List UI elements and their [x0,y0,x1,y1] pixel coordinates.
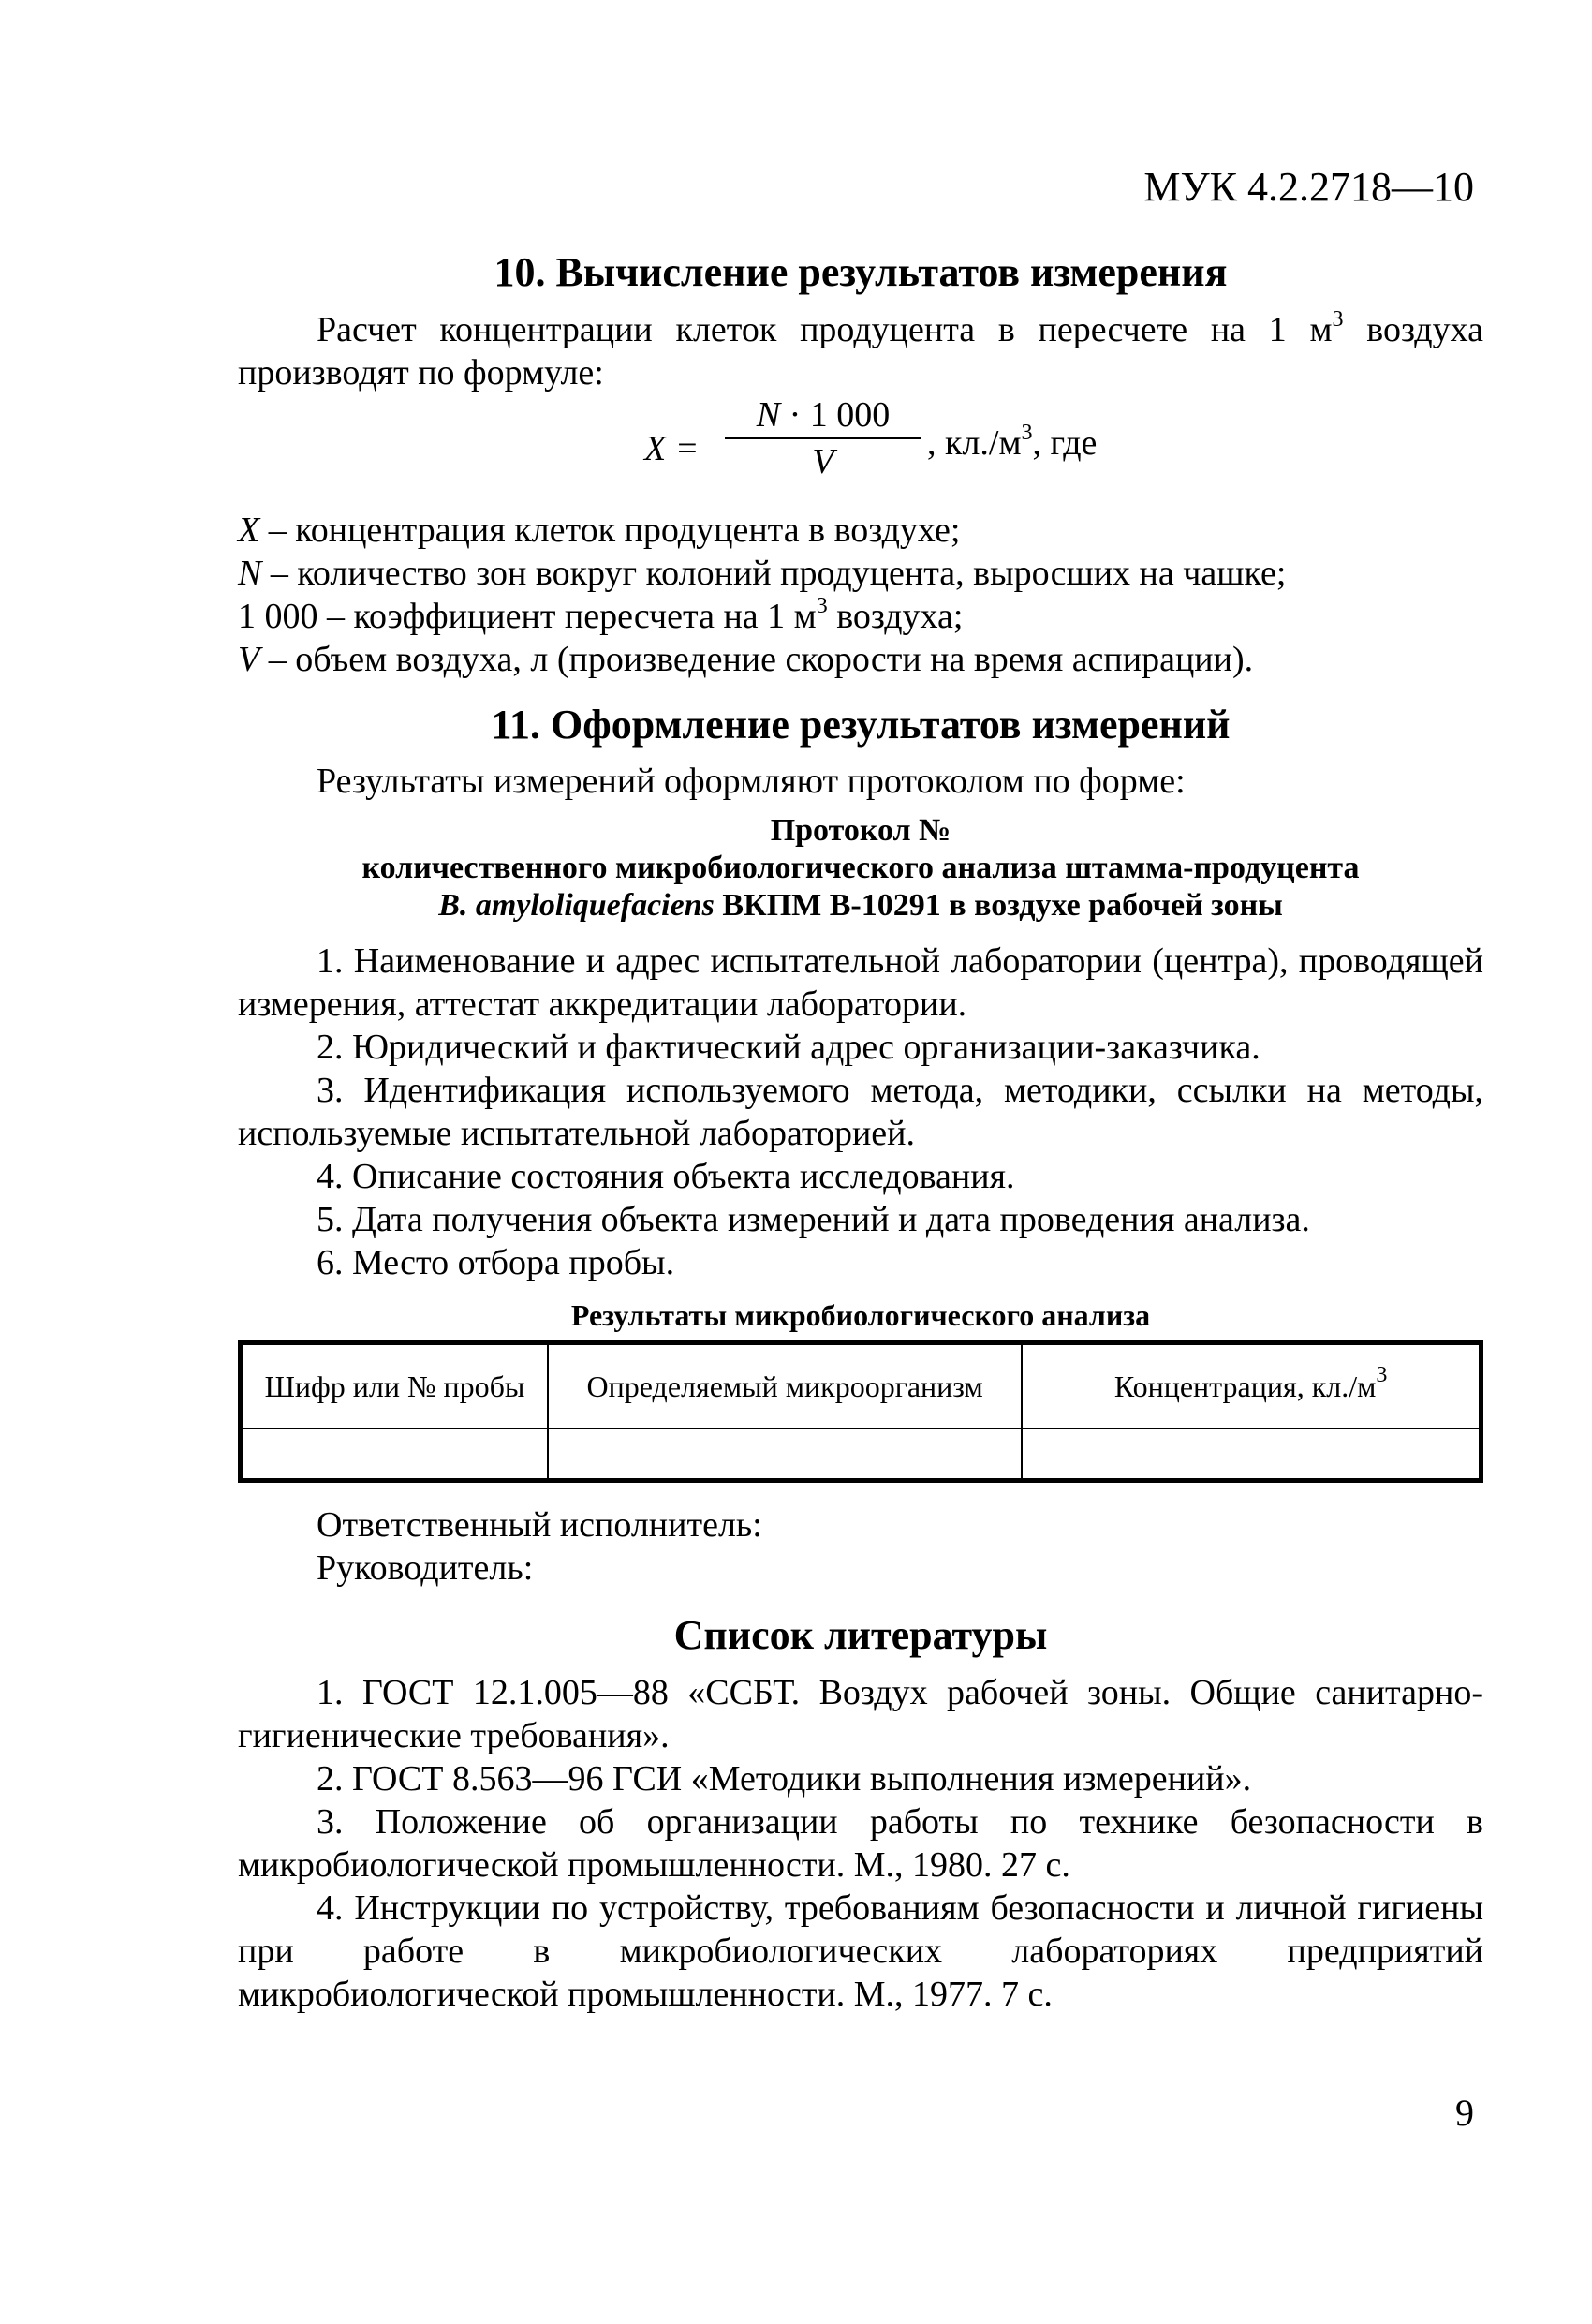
protocol-item: 2. Юридический и фактический адрес организации-заказчика. [317,1028,1260,1068]
page-number: 9 [1455,2092,1474,2134]
definition-text: – концентрация клеток продуцента в воздухе; [259,510,961,550]
formula-units [927,422,1097,464]
protocol-item: 4. Описание состояния объекта исследования. [317,1157,1015,1197]
column-header-sample-code: Шифр или № пробы [241,1343,549,1429]
strain-name-rest: ВКПМ В-10291 в воздухе рабочей зоны [714,888,1283,924]
column-header-microorganism: Определяемый микроорганизм [548,1343,1022,1429]
intro-superscript: 3 [1332,306,1344,332]
definition-superscript: 3 [816,593,828,618]
numerator-variable: N [756,394,781,435]
protocol-item: 3. Идентификация используемого метода, методики, ссылки на методы, используемые испытательной лабораторией. [238,1071,1483,1154]
reference-item: 3. Положение об организации работы по технике безопасности в микробиологической промышленности. М., 1980. 27 с. [238,1801,1483,1885]
numerator-rest: · 1 000 [780,394,891,435]
signature-block [238,1503,1483,1590]
protocol-title-line-2: количественного микробиологического анализа штамма-продуцента [361,851,1360,886]
definition-line [238,595,1483,638]
units-text-end: , где [1032,422,1098,463]
responsible-executor-label: Ответственный исполнитель: [317,1505,762,1546]
protocol-items [238,940,1483,1284]
results-table-header-row [241,1343,1481,1429]
fraction-bar [725,437,921,439]
formula-definitions [238,509,1483,681]
references-heading: Список литературы [673,1612,1048,1659]
protocol-title-line-1: Протокол № [770,813,951,849]
section-11-heading: 11. Оформление результатов измерений [491,701,1231,748]
concentration-header-text: Концентрация, кл./м [1113,1369,1377,1404]
definition-text: – объем воздуха, л (произведение скорости на время аспирации). [259,639,1254,679]
intro-text-end: воздуха производят по формуле: [238,309,1483,392]
reference-item: 2. ГОСТ 8.563—96 ГСИ «Методики выполнения измерений». [317,1758,1252,1799]
protocol-item: 5. Дата получения объекта измерений и дата проведения анализа. [317,1200,1310,1240]
page-content [238,249,1483,2016]
protocol-title [238,812,1483,925]
concentration-header-superscript: 3 [1376,1363,1388,1388]
units-text: , кл./м [927,422,1022,463]
results-table [238,1340,1483,1483]
formula-denominator: V [812,441,834,481]
section-10-heading: 10. Вычисление результатов измерения [494,249,1228,295]
definition-tail: воздуха; [827,596,964,636]
formula-lhs: X = [644,428,700,468]
table-row [241,1428,1481,1481]
table-cell-empty [1022,1428,1481,1481]
references-list [238,1671,1483,2016]
protocol-item: 1. Наименование и адрес испытательной лаборатории (центра), проводящей измерения, аттестат аккредитации лаборатории. [238,941,1483,1025]
protocol-title-line-3 [238,887,1483,925]
strain-name-latin: B. amyloliquefaciens [438,888,715,924]
formula-numerator [725,394,921,436]
document-code: МУК 4.2.2718—10 [1143,164,1474,210]
definition-symbol: X [238,510,260,550]
definition-symbol: N [238,553,262,593]
protocol-item: 6. Место отбора пробы. [317,1243,675,1283]
definition-symbol: V [238,639,260,679]
concentration-formula [238,394,1483,505]
table-cell-empty [241,1428,549,1481]
section-11-intro: Результаты измерений оформляют протоколом по форме: [317,762,1186,802]
head-label: Руководитель: [317,1548,534,1589]
intro-text: Расчет концентрации клеток продуцента в пересчете на 1 м [317,309,1333,349]
definition-line [238,509,1483,552]
table-cell-empty [548,1428,1022,1481]
units-superscript: 3 [1021,420,1033,445]
formula-fraction [725,394,921,482]
results-table-caption: Результаты микробиологического анализа [570,1298,1151,1333]
reference-item: 1. ГОСТ 12.1.005—88 «ССБТ. Воздух рабочей зоны. Общие санитарно-гигиенические требования». [238,1672,1483,1755]
reference-item: 4. Инструкции по устройству, требованиям безопасности и личной гигиены при работе в микробиологических лабораториях предприятий микробиологической промышленности. М., 1977. 7 с. [238,1887,1483,2014]
column-header-concentration [1022,1343,1481,1429]
definition-text: 1 000 – коэффициент пересчета на 1 м [238,596,817,636]
section-10-intro [238,308,1483,394]
definition-text: – количество зон вокруг колоний продуцента, выросших на чашке; [261,553,1287,593]
definition-line [238,638,1483,681]
definition-line [238,552,1483,595]
